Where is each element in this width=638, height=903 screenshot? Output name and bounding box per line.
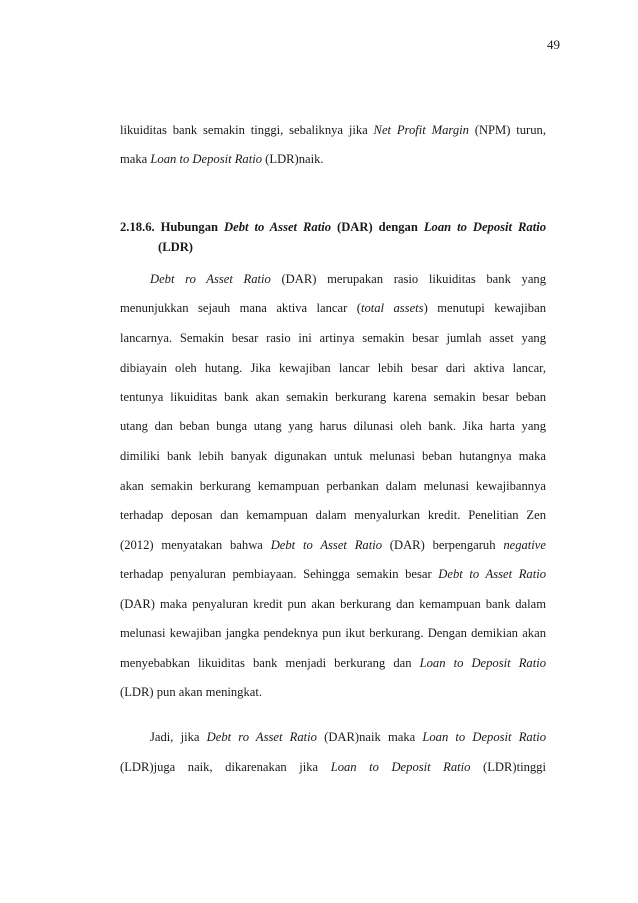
text-line: Jadi, jika Debt ro Asset Ratio (DAR)naik maka Loan to Deposit Ratio [150, 730, 546, 744]
text-line: likuiditas bank semakin tinggi, sebaliknya jika Net Profit Margin (NPM) turun, [120, 123, 546, 137]
page-number: 49 [547, 37, 560, 52]
text-line: (LDR)juga naik, dikarenakan jika Loan to Deposit Ratio (LDR)tinggi [120, 760, 546, 774]
text-line: terhadap penyaluran pembiayaan. Sehingga semakin besar Debt to Asset Ratio [120, 567, 546, 581]
section-heading-cont: (LDR) [158, 240, 193, 254]
text-line: lancarnya. Semakin besar rasio ini artinya semakin besar jumlah asset yang [120, 331, 546, 345]
text-line: tentunya likuiditas bank akan semakin berkurang karena semakin besar beban [120, 390, 546, 404]
text-line: akan semakin berkurang kemampuan perbankan dalam melunasi kewajibannya [120, 479, 546, 493]
text-line: (2012) menyatakan bahwa Debt to Asset Ratio (DAR) berpengaruh negative [120, 538, 546, 552]
section-heading: 2.18.6. Hubungan Debt to Asset Ratio (DAR) dengan Loan to Deposit Ratio [120, 220, 547, 234]
text-line: dimiliki bank lebih banyak digunakan untuk melunasi beban hutangnya maka [120, 449, 546, 463]
text-line: melunasi kewajiban jangka pendeknya pun ikut berkurang. Dengan demikian akan [120, 626, 546, 640]
text-line: menyebabkan likuiditas bank menjadi berkurang dan Loan to Deposit Ratio [120, 656, 546, 670]
text-line: terhadap deposan dan kemampuan dalam menyalurkan kredit. Penelitian Zen [120, 508, 546, 522]
text-line: utang dan beban bunga utang yang harus dilunasi oleh bank. Jika harta yang [120, 419, 546, 433]
text-line: maka Loan to Deposit Ratio (LDR)naik. [120, 152, 324, 166]
text-line: (LDR) pun akan meningkat. [120, 685, 262, 699]
text-line: menunjukkan sejauh mana aktiva lancar (total assets) menutupi kewajiban [120, 301, 546, 315]
text-line: dibiayain oleh hutang. Jika kewajiban lancar lebih besar dari aktiva lancar, [120, 361, 546, 375]
text-line: (DAR) maka penyaluran kredit pun akan berkurang dan kemampuan bank dalam [120, 597, 546, 611]
text-line: Debt ro Asset Ratio (DAR) merupakan rasio likuiditas bank yang [150, 272, 547, 286]
